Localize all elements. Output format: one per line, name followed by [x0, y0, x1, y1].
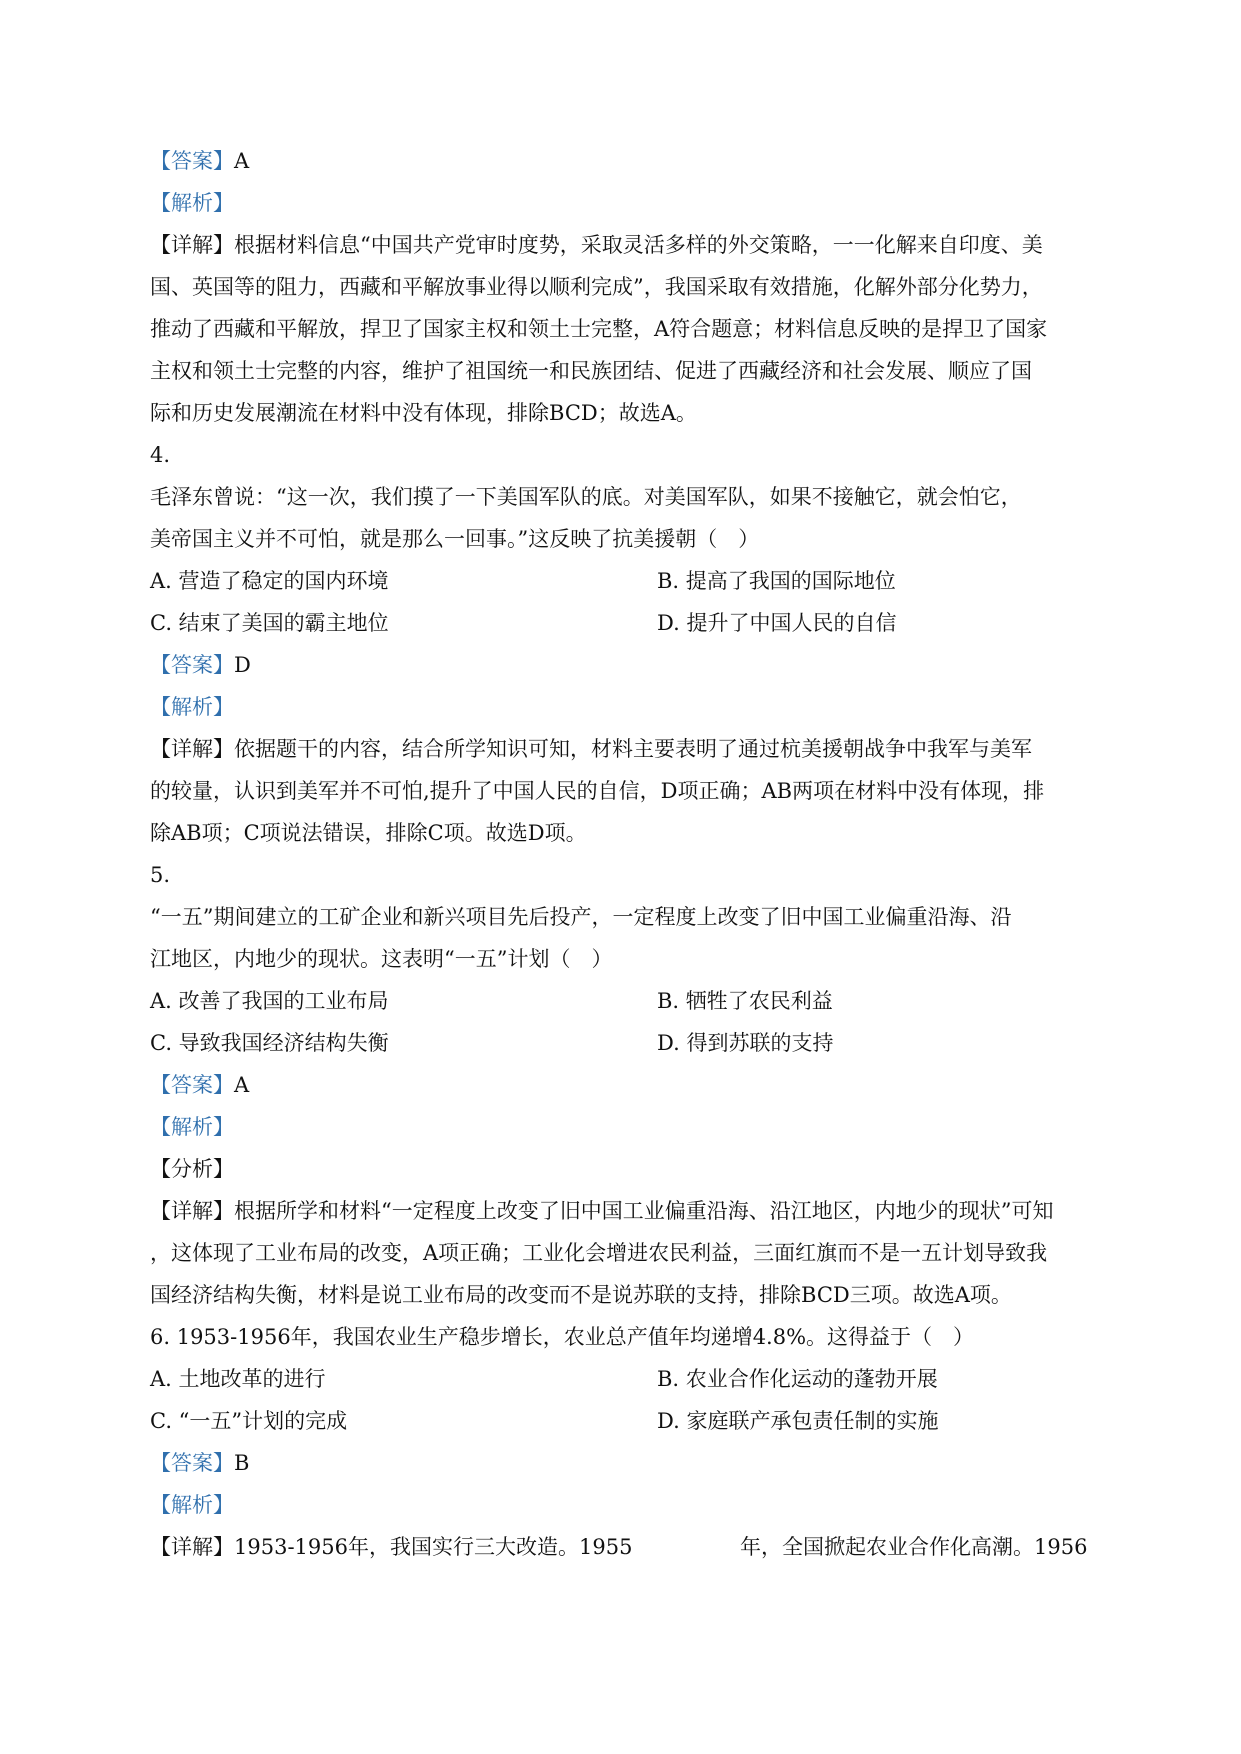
q5-option-d[interactable]: D. 得到苏联的支持: [657, 1031, 834, 1055]
analysis-label: 【解析】: [150, 191, 234, 215]
q3-answer-line: [150, 140, 1100, 182]
detail-label: 【详解】: [150, 1199, 234, 1223]
q5-detail-line: [150, 1190, 1100, 1232]
q4-option-d[interactable]: D. 提升了中国人民的自信: [657, 611, 897, 635]
q5-detail-line: 国经济结构失衡，材料是说工业布局的改变而不是说苏联的支持，排除BCD三项。故选A项。: [150, 1283, 1012, 1307]
q3-detail-line: 主权和领土士完整的内容，维护了祖国统一和民族团结、促进了西藏经济和社会发展、顺应了国: [150, 359, 1032, 383]
q6-option-a[interactable]: A. 土地改革的进行: [150, 1367, 326, 1391]
q3-detail-line: 际和历史发展潮流在材料中没有体现，排除BCD；故选A。: [150, 401, 697, 425]
q3-detail-line: 推动了西藏和平解放，捍卫了国家主权和领土士完整，A符合题意；材料信息反映的是捍卫了国家: [150, 317, 1048, 341]
q5-stem-line: 江地区，内地少的现状。这表明“一五”计划（ ）: [150, 947, 613, 971]
q6-options-row: [150, 1358, 1100, 1400]
answer-label: 【答案】: [150, 149, 234, 173]
q5-options-row: [150, 1022, 1100, 1064]
q4-option-c[interactable]: C. 结束了美国的霸主地位: [150, 611, 389, 635]
q3-detail-line: 国、英国等的阻力，西藏和平解放事业得以顺利完成”，我国采取有效措施，化解外部分化势力，: [150, 275, 1043, 299]
analysis-label: 【解析】: [150, 1493, 234, 1517]
q4-analysis-line: [150, 686, 1100, 728]
document-page: [150, 140, 1100, 1568]
q5-option-c[interactable]: C. 导致我国经济结构失衡: [150, 1031, 389, 1055]
q5-fenxi-line: [150, 1148, 1100, 1190]
q4-options-row: [150, 602, 1100, 644]
answer-label: 【答案】: [150, 1073, 234, 1097]
q5-options-row: [150, 980, 1100, 1022]
q3-analysis-line: [150, 182, 1100, 224]
q5-answer: A: [234, 1073, 250, 1097]
q4-detail-line: 除AB项；C项说法错误，排除C项。故选D项。: [150, 821, 587, 845]
q5-option-b[interactable]: B. 牺牲了农民利益: [657, 989, 833, 1013]
q6-detail-text-b: 年，全国掀起农业合作化高潮。1956: [740, 1535, 1088, 1559]
q4-option-b[interactable]: B. 提高了我国的国际地位: [657, 569, 896, 593]
q4-detail-line: 的较量，认识到美军并不可怕,提升了中国人民的自信，D项正确；AB两项在材料中没有体现，排: [150, 779, 1045, 803]
q6-analysis-line: [150, 1484, 1100, 1526]
q4-answer: D: [234, 653, 251, 677]
q4-options-row: [150, 560, 1100, 602]
q4-answer-line: [150, 644, 1100, 686]
q3-answer: A: [234, 149, 250, 173]
q6-options-row: [150, 1400, 1100, 1442]
q4-stem-line: 美帝国主义并不可怕，就是那么一回事。”这反映了抗美援朝（ ）: [150, 527, 760, 551]
q3-detail-line: [150, 224, 1100, 266]
q5-number: 5.: [150, 863, 171, 887]
q4-option-a[interactable]: A. 营造了稳定的国内环境: [150, 569, 389, 593]
q6-detail-line: [150, 1526, 1100, 1568]
q4-stem-line: 毛泽东曾说：“这一次，我们摸了一下美国军队的底。对美国军队，如果不接触它，就会怕它，: [150, 485, 1022, 509]
q3-detail-text: 根据材料信息“中国共产党审时度势，采取灵活多样的外交策略，一一化解来自印度、美: [234, 233, 1043, 257]
q4-detail-text: 依据题干的内容，结合所学知识可知，材料主要表明了通过杭美援朝战争中我军与美军: [234, 737, 1032, 761]
fenxi-label: 【分析】: [150, 1157, 234, 1181]
detail-label: 【详解】: [150, 233, 234, 257]
detail-label: 【详解】: [150, 737, 234, 761]
detail-label: 【详解】: [150, 1535, 234, 1559]
q5-stem-line: “一五”期间建立的工矿企业和新兴项目先后投产，一定程度上改变了旧中国工业偏重沿海、沿: [150, 905, 1012, 929]
q6-detail-text-a: 1953-1956年，我国实行三大改造。1955: [234, 1535, 633, 1559]
analysis-label: 【解析】: [150, 1115, 234, 1139]
q6-stem-line: 6. 1953-1956年，我国农业生产稳步增长，农业总产值年均递增4.8%。这得益于（ ）: [150, 1325, 975, 1349]
q6-option-d[interactable]: D. 家庭联产承包责任制的实施: [657, 1409, 939, 1433]
analysis-label: 【解析】: [150, 695, 234, 719]
q5-answer-line: [150, 1064, 1100, 1106]
answer-label: 【答案】: [150, 653, 234, 677]
q5-option-a[interactable]: A. 改善了我国的工业布局: [150, 989, 389, 1013]
q4-number: 4.: [150, 443, 171, 467]
q6-answer-line: [150, 1442, 1100, 1484]
q6-option-c[interactable]: C. “一五”计划的完成: [150, 1409, 348, 1433]
q5-detail-text: 根据所学和材料“一定程度上改变了旧中国工业偏重沿海、沿江地区，内地少的现状”可知: [234, 1199, 1054, 1223]
q6-answer: B: [234, 1451, 250, 1475]
q4-detail-line: [150, 728, 1100, 770]
q5-analysis-line: [150, 1106, 1100, 1148]
answer-label: 【答案】: [150, 1451, 234, 1475]
q6-option-b[interactable]: B. 农业合作化运动的蓬勃开展: [657, 1367, 938, 1391]
q5-detail-line: ，这体现了工业布局的改变，A项正确；工业化会增进农民利益，三面红旗而不是一五计划导致我: [150, 1241, 1048, 1265]
